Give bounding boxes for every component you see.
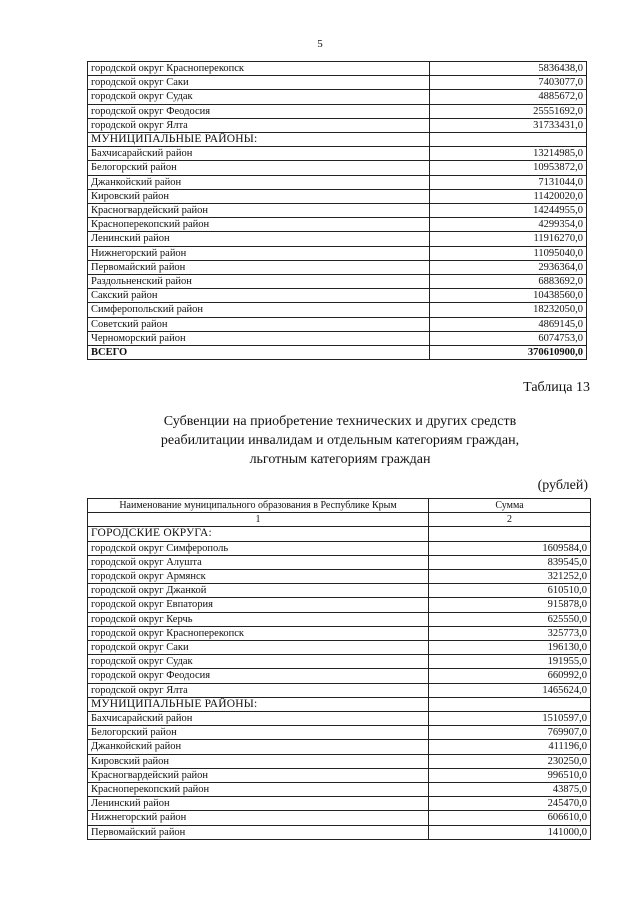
row-value: 625550,0 [429,612,591,626]
row-name: городской округ Феодосия [88,669,429,683]
header-num-2: 2 [429,513,591,527]
table-row [88,204,587,218]
row-value: 11420020,0 [430,189,587,203]
table-row [88,797,591,811]
row-name: Первомайский район [88,260,430,274]
row-name: Сакский район [88,289,430,303]
row-value: 14244955,0 [430,204,587,218]
subvention-table [87,498,591,840]
row-name: городской округ Феодосия [88,104,430,118]
row-name: городской округ Судак [88,90,430,104]
row-name: городской округ Алушта [88,555,429,569]
row-value: 660992,0 [429,669,591,683]
table-row [88,641,591,655]
table-row [88,147,587,161]
row-value: 4299354,0 [430,218,587,232]
header-number-row [88,513,591,527]
subvention-table-header [88,499,591,527]
header-num-1: 1 [88,513,429,527]
row-value: 11916270,0 [430,232,587,246]
table-row [88,768,591,782]
currency-unit: (рублей) [537,478,588,493]
row-value: 31733431,0 [430,118,587,132]
row-value: 610510,0 [429,584,591,598]
header-col-sum: Сумма [429,499,591,513]
row-value: 7131044,0 [430,175,587,189]
row-name: ГОРОДСКИЕ ОКРУГА: [88,527,429,541]
total-row [88,346,587,360]
table-row [88,260,587,274]
table-row [88,246,587,260]
row-name: Бахчисарайский район [88,147,430,161]
row-name: Симферопольский район [88,303,430,317]
row-value: 18232050,0 [430,303,587,317]
row-name: Бахчисарайский район [88,712,429,726]
table-row [88,331,587,345]
row-value: 191955,0 [429,655,591,669]
row-name: городской округ Симферополь [88,541,429,555]
subvention-table-body [88,527,591,839]
row-value [430,133,587,147]
row-name: МУНИЦИПАЛЬНЫЕ РАЙОНЫ: [88,697,429,711]
table-row [88,740,591,754]
table-row [88,754,591,768]
table-row [88,811,591,825]
table-row [88,232,587,246]
table-row [88,62,587,76]
table-title-line-1: Субвенции на приобретение технических и других средств [163,414,517,429]
row-value [429,527,591,541]
table-row [88,118,587,132]
row-name: Белогорский район [88,726,429,740]
row-value: 2936364,0 [430,260,587,274]
row-name: Советский район [88,317,430,331]
row-value: 6074753,0 [430,331,587,345]
table-title-line-2: реабилитации инвалидам и отдельным категориям граждан, [160,433,520,448]
row-name: Ленинский район [88,797,429,811]
table-title [120,412,560,469]
row-name: МУНИЦИПАЛЬНЫЕ РАЙОНЫ: [88,133,430,147]
table-row [88,275,587,289]
row-name: городской округ Евпатория [88,598,429,612]
row-value: 606610,0 [429,811,591,825]
row-name: Белогорский район [88,161,430,175]
row-value: 4869145,0 [430,317,587,331]
row-name: городской округ Красноперекопск [88,62,430,76]
table-row [88,218,587,232]
section-row [88,527,591,541]
row-value: 245470,0 [429,797,591,811]
row-value: 6883692,0 [430,275,587,289]
row-value: 1510597,0 [429,712,591,726]
row-name: Красногвардейский район [88,204,430,218]
table-title-line-3: льготным категориям граждан [249,452,431,467]
row-name: городской округ Армянск [88,570,429,584]
table-row [88,626,591,640]
table-row [88,104,587,118]
row-value: 141000,0 [429,825,591,839]
row-value: 4885672,0 [430,90,587,104]
row-name: Красногвардейский район [88,768,429,782]
table-row [88,669,591,683]
table-row [88,555,591,569]
table-row [88,683,591,697]
table-row [88,303,587,317]
row-value: 321252,0 [429,570,591,584]
table-caption: Таблица 13 [523,380,590,395]
allocation-table-continued [87,61,587,360]
row-name: городской округ Судак [88,655,429,669]
row-name: Джанкойский район [88,740,429,754]
row-name: Красноперекопский район [88,783,429,797]
page-number: 5 [317,38,323,50]
table-row [88,317,587,331]
row-value: 996510,0 [429,768,591,782]
row-value: 325773,0 [429,626,591,640]
row-name: Кировский район [88,189,430,203]
table-row [88,783,591,797]
table-row [88,584,591,598]
section-row [88,697,591,711]
row-value: 5836438,0 [430,62,587,76]
row-name: Нижнегорский район [88,811,429,825]
row-value: 43875,0 [429,783,591,797]
row-name: Черноморский район [88,331,430,345]
table-row [88,175,587,189]
row-value: 230250,0 [429,754,591,768]
row-value: 411196,0 [429,740,591,754]
row-name: городской округ Красноперекопск [88,626,429,640]
table-row [88,541,591,555]
row-value: 196130,0 [429,641,591,655]
row-name: Джанкойский район [88,175,430,189]
row-name: Кировский район [88,754,429,768]
section-row [88,133,587,147]
row-name: городской округ Саки [88,76,430,90]
header-col-name: Наименование муниципального образования в Республике Крым [88,499,429,513]
row-name: Красноперекопский район [88,218,430,232]
row-value: 10438560,0 [430,289,587,303]
row-name: Первомайский район [88,825,429,839]
table-row [88,598,591,612]
row-value: 915878,0 [429,598,591,612]
header-row [88,499,591,513]
allocation-table-body [88,62,587,360]
row-value: 25551692,0 [430,104,587,118]
row-value: 370610900,0 [430,346,587,360]
row-name: городской округ Саки [88,641,429,655]
table-row [88,726,591,740]
table-row [88,825,591,839]
table-row [88,161,587,175]
row-name: городской округ Ялта [88,683,429,697]
table-row [88,90,587,104]
row-value: 769907,0 [429,726,591,740]
table-row [88,189,587,203]
table-row [88,612,591,626]
row-value: 1609584,0 [429,541,591,555]
row-value: 11095040,0 [430,246,587,260]
table-row [88,289,587,303]
row-value: 839545,0 [429,555,591,569]
table-row [88,655,591,669]
row-name: городской округ Джанкой [88,584,429,598]
table-row [88,570,591,584]
row-name: ВСЕГО [88,346,430,360]
row-name: Раздольненский район [88,275,430,289]
row-value [429,697,591,711]
row-value: 7403077,0 [430,76,587,90]
row-value: 13214985,0 [430,147,587,161]
row-name: городской округ Керчь [88,612,429,626]
row-name: Ленинский район [88,232,430,246]
row-value: 1465624,0 [429,683,591,697]
row-value: 10953872,0 [430,161,587,175]
table-row [88,712,591,726]
table-row [88,76,587,90]
row-name: городской округ Ялта [88,118,430,132]
row-name: Нижнегорский район [88,246,430,260]
